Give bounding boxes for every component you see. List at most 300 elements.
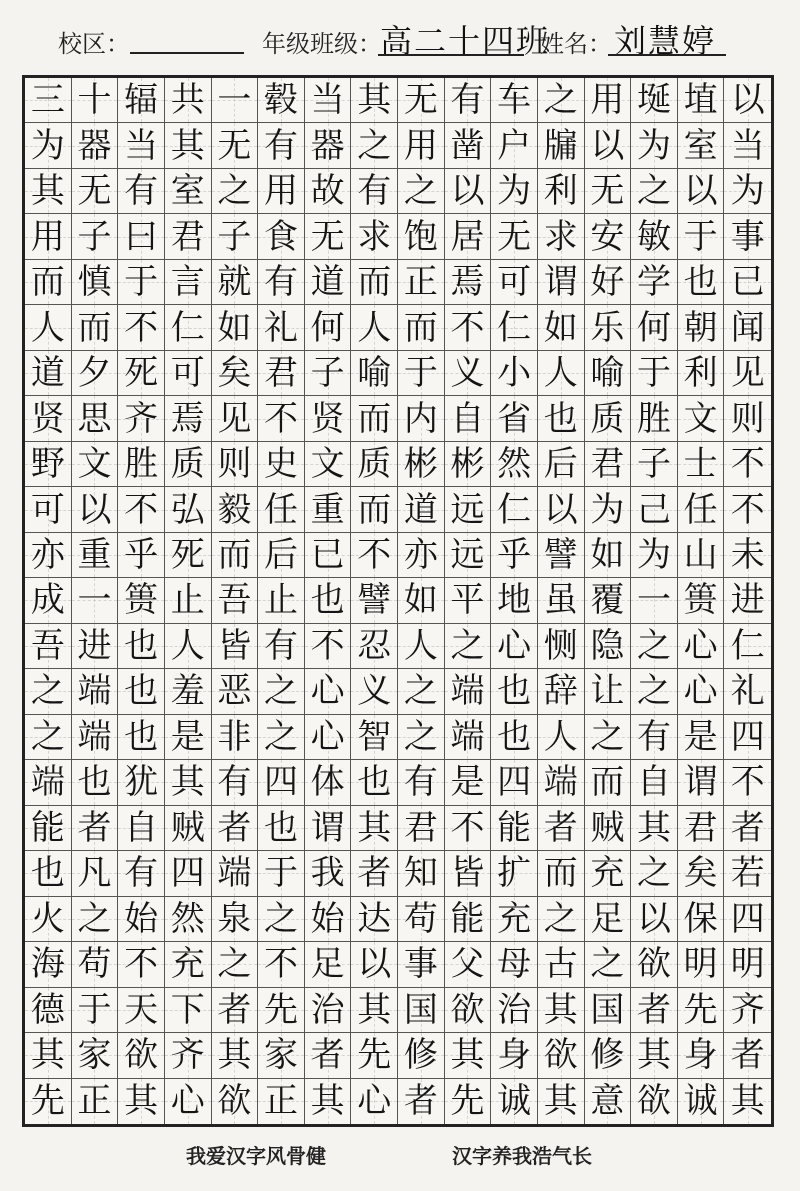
grid-cell — [351, 715, 398, 760]
grid-cell — [678, 214, 725, 259]
grid-cell — [25, 897, 72, 942]
grid-cell — [538, 806, 585, 851]
grid-character: 可 — [30, 489, 65, 530]
grid-character: 喻 — [357, 353, 392, 394]
grid-cell — [724, 760, 771, 805]
grid-character: 无 — [310, 216, 345, 257]
grid-cell — [678, 78, 725, 123]
grid-cell — [585, 669, 632, 714]
grid-cell — [351, 351, 398, 396]
grid-character: 饱 — [403, 216, 438, 257]
grid-cell — [118, 123, 165, 168]
grid-character: 无 — [77, 171, 112, 212]
grid-cell — [118, 578, 165, 623]
grid-character: 先 — [30, 1081, 65, 1122]
grid-cell — [165, 760, 212, 805]
grid-character: 道 — [403, 489, 438, 530]
grid-character: 是 — [683, 716, 718, 757]
grid-cell — [258, 942, 305, 987]
grid-cell — [118, 806, 165, 851]
grid-cell — [25, 988, 72, 1033]
grid-character: 止 — [263, 580, 298, 621]
grid-cell — [72, 851, 119, 896]
grid-character: 是 — [450, 762, 485, 803]
grid-cell — [165, 942, 212, 987]
grid-character: 心 — [170, 1081, 205, 1122]
grid-character: 有 — [263, 262, 298, 303]
grid-cell — [585, 305, 632, 350]
grid-character: 而 — [543, 853, 578, 894]
grid-cell — [724, 1079, 771, 1124]
grid-cell — [398, 624, 445, 669]
grid-character: 为 — [497, 171, 532, 212]
grid-character: 于 — [403, 353, 438, 394]
grid-cell — [212, 78, 259, 123]
grid-cell — [165, 123, 212, 168]
grid-character: 贤 — [30, 398, 65, 439]
grid-cell — [258, 78, 305, 123]
grid-cell — [118, 1079, 165, 1124]
grid-cell — [165, 396, 212, 441]
grid-character: 其 — [170, 762, 205, 803]
grid-character: 也 — [263, 807, 298, 848]
grid-character: 敏 — [636, 216, 671, 257]
grid-character: 闻 — [730, 307, 765, 348]
grid-character: 无 — [497, 216, 532, 257]
grid-cell — [118, 624, 165, 669]
grid-character: 不 — [730, 444, 765, 485]
grid-character: 用 — [263, 171, 298, 212]
grid-character: 一 — [77, 580, 112, 621]
grid-cell — [118, 78, 165, 123]
grid-cell — [678, 624, 725, 669]
grid-character: 而 — [77, 307, 112, 348]
grid-cell — [445, 442, 492, 487]
grid-character: 室 — [170, 171, 205, 212]
grid-character: 于 — [77, 989, 112, 1030]
grid-cell — [212, 851, 259, 896]
grid-character: 于 — [683, 216, 718, 257]
grid-cell — [445, 487, 492, 532]
grid-cell — [398, 715, 445, 760]
grid-character: 其 — [30, 1035, 65, 1076]
grid-character: 也 — [30, 853, 65, 894]
grid-cell — [538, 760, 585, 805]
grid-character: 彬 — [403, 444, 438, 485]
grid-cell — [585, 123, 632, 168]
grid-cell — [118, 533, 165, 578]
grid-cell — [585, 897, 632, 942]
grid-cell — [445, 396, 492, 441]
grid-cell — [25, 260, 72, 305]
grid-cell — [25, 1079, 72, 1124]
grid-cell — [305, 942, 352, 987]
grid-cell — [351, 624, 398, 669]
name-field[interactable] — [608, 54, 726, 56]
grid-cell — [678, 851, 725, 896]
grid-cell — [631, 78, 678, 123]
grid-cell — [445, 305, 492, 350]
grid-cell — [398, 351, 445, 396]
grid-character: 凿 — [450, 125, 485, 166]
grid-cell — [305, 78, 352, 123]
grid-character: 用 — [403, 125, 438, 166]
grid-character: 齐 — [730, 989, 765, 1030]
grid-cell — [678, 123, 725, 168]
grid-cell — [491, 351, 538, 396]
grid-cell — [678, 1033, 725, 1078]
grid-character: 身 — [683, 1035, 718, 1076]
grid-cell — [118, 851, 165, 896]
grid-cell — [585, 396, 632, 441]
grid-character: 何 — [310, 307, 345, 348]
grid-character: 用 — [30, 216, 65, 257]
grid-cell — [585, 442, 632, 487]
grid-cell — [631, 442, 678, 487]
grid-character: 如 — [543, 307, 578, 348]
grid-cell — [258, 442, 305, 487]
grid-character: 让 — [590, 671, 625, 712]
grid-character: 可 — [497, 262, 532, 303]
grade-class-label: 年级班级： — [262, 30, 382, 58]
grid-cell — [398, 442, 445, 487]
grid-cell — [72, 169, 119, 214]
grid-character: 言 — [170, 262, 205, 303]
grid-cell — [212, 396, 259, 441]
grid-cell — [724, 578, 771, 623]
grid-character: 者 — [730, 1035, 765, 1076]
grid-character: 之 — [636, 625, 671, 666]
grid-cell — [351, 897, 398, 942]
grid-cell — [258, 624, 305, 669]
grid-cell — [165, 533, 212, 578]
grid-character: 有 — [450, 80, 485, 121]
grid-character: 皆 — [217, 625, 252, 666]
grid-cell — [538, 942, 585, 987]
grid-cell — [724, 351, 771, 396]
grid-cell — [72, 760, 119, 805]
grid-character: 心 — [683, 625, 718, 666]
grid-cell — [631, 260, 678, 305]
grid-character: 文 — [77, 444, 112, 485]
grid-character: 明 — [683, 944, 718, 985]
grid-cell — [72, 487, 119, 532]
grid-character: 其 — [357, 807, 392, 848]
grid-character: 海 — [30, 944, 65, 985]
grid-character: 不 — [124, 944, 159, 985]
grid-character: 其 — [636, 807, 671, 848]
grid-character: 者 — [636, 989, 671, 1030]
grid-cell — [118, 487, 165, 532]
grid-cell — [25, 442, 72, 487]
grid-character: 止 — [170, 580, 205, 621]
grid-cell — [258, 578, 305, 623]
grid-cell — [724, 851, 771, 896]
grid-character: 谓 — [543, 262, 578, 303]
grid-cell — [305, 578, 352, 623]
grid-cell — [212, 715, 259, 760]
grid-cell — [585, 760, 632, 805]
grid-cell — [491, 578, 538, 623]
grid-character: 器 — [310, 125, 345, 166]
grid-cell — [724, 214, 771, 259]
grid-cell — [118, 442, 165, 487]
grid-character: 者 — [543, 807, 578, 848]
grid-cell — [538, 442, 585, 487]
grid-cell — [631, 487, 678, 532]
grid-cell — [351, 442, 398, 487]
grid-cell — [398, 396, 445, 441]
grid-character: 苟 — [77, 944, 112, 985]
grid-cell — [212, 624, 259, 669]
grid-cell — [305, 624, 352, 669]
grid-character: 自 — [636, 762, 671, 803]
grid-character: 未 — [730, 535, 765, 576]
grid-character: 已 — [310, 535, 345, 576]
grid-character: 非 — [217, 716, 252, 757]
grid-character: 先 — [450, 1081, 485, 1122]
grid-cell — [445, 260, 492, 305]
grid-character: 其 — [217, 1035, 252, 1076]
grid-cell — [165, 715, 212, 760]
grid-character: 于 — [124, 262, 159, 303]
grid-cell — [585, 351, 632, 396]
grid-cell — [212, 897, 259, 942]
grid-character: 其 — [357, 80, 392, 121]
grid-character: 而 — [217, 535, 252, 576]
grid-character: 仁 — [170, 307, 205, 348]
grid-cell — [724, 715, 771, 760]
grid-cell — [165, 442, 212, 487]
grid-character: 诚 — [497, 1081, 532, 1122]
grid-character: 贼 — [170, 807, 205, 848]
grid-character: 见 — [730, 353, 765, 394]
grid-character: 以 — [543, 489, 578, 530]
grid-cell — [445, 169, 492, 214]
grid-character: 家 — [77, 1035, 112, 1076]
grid-character: 欲 — [636, 944, 671, 985]
grid-character: 智 — [357, 716, 392, 757]
grid-cell — [398, 260, 445, 305]
grid-cell — [351, 169, 398, 214]
character-grid — [25, 78, 771, 1124]
grid-character: 矣 — [217, 353, 252, 394]
grid-cell — [631, 1079, 678, 1124]
grid-character: 内 — [403, 398, 438, 439]
grid-character: 如 — [217, 307, 252, 348]
grid-cell — [445, 760, 492, 805]
grid-character: 礼 — [263, 307, 298, 348]
grid-cell — [25, 396, 72, 441]
grid-cell — [631, 624, 678, 669]
grid-character: 我 — [310, 853, 345, 894]
grid-cell — [491, 487, 538, 532]
grid-cell — [678, 396, 725, 441]
grid-cell — [398, 942, 445, 987]
grid-character: 正 — [403, 262, 438, 303]
grid-cell — [25, 578, 72, 623]
grid-character: 用 — [590, 80, 625, 121]
grid-character: 矣 — [683, 853, 718, 894]
grid-cell — [351, 942, 398, 987]
grid-cell — [305, 806, 352, 851]
grid-cell — [258, 669, 305, 714]
grid-cell — [25, 624, 72, 669]
grid-character: 于 — [636, 353, 671, 394]
grid-cell — [724, 669, 771, 714]
grid-character: 之 — [403, 671, 438, 712]
grid-character: 安 — [590, 216, 625, 257]
grid-character: 毂 — [263, 80, 298, 121]
grid-cell — [212, 487, 259, 532]
grid-cell — [398, 669, 445, 714]
grid-character: 士 — [683, 444, 718, 485]
grid-cell — [491, 533, 538, 578]
grid-cell — [491, 442, 538, 487]
grid-cell — [491, 851, 538, 896]
grid-character: 知 — [403, 853, 438, 894]
grid-cell — [491, 305, 538, 350]
grid-cell — [212, 988, 259, 1033]
grid-cell — [118, 305, 165, 350]
grid-cell — [72, 1033, 119, 1078]
grid-character: 道 — [310, 262, 345, 303]
grid-cell — [351, 669, 398, 714]
grid-character: 泉 — [217, 898, 252, 939]
grid-character: 不 — [124, 307, 159, 348]
grid-cell — [212, 760, 259, 805]
grid-character: 能 — [497, 807, 532, 848]
grid-character: 一 — [217, 80, 252, 121]
grid-character: 端 — [77, 671, 112, 712]
grid-character: 于 — [263, 853, 298, 894]
grid-cell — [351, 806, 398, 851]
grid-cell — [72, 260, 119, 305]
grid-character: 省 — [497, 398, 532, 439]
grid-character: 以 — [683, 171, 718, 212]
grid-cell — [398, 851, 445, 896]
grid-cell — [724, 806, 771, 851]
grid-character: 为 — [590, 489, 625, 530]
grid-cell — [118, 669, 165, 714]
grid-character: 以 — [77, 489, 112, 530]
grid-cell — [72, 351, 119, 396]
grid-character: 如 — [590, 535, 625, 576]
grid-character: 之 — [263, 671, 298, 712]
grid-cell — [118, 260, 165, 305]
grid-character: 当 — [730, 125, 765, 166]
grid-character: 无 — [403, 80, 438, 121]
grid-character: 户 — [497, 125, 532, 166]
grid-character: 也 — [310, 580, 345, 621]
grid-character: 君 — [683, 807, 718, 848]
grid-cell — [538, 396, 585, 441]
grid-cell — [445, 988, 492, 1033]
grid-cell — [538, 351, 585, 396]
grid-cell — [631, 806, 678, 851]
grid-character: 端 — [543, 762, 578, 803]
grid-cell — [538, 1033, 585, 1078]
grid-cell — [585, 851, 632, 896]
grid-cell — [398, 578, 445, 623]
grid-cell — [72, 897, 119, 942]
grid-character: 则 — [730, 398, 765, 439]
grid-cell — [724, 988, 771, 1033]
grid-character: 无 — [590, 171, 625, 212]
grid-character: 也 — [497, 716, 532, 757]
grade-class-field[interactable] — [378, 54, 524, 56]
grid-cell — [724, 624, 771, 669]
grid-cell — [258, 851, 305, 896]
grid-cell — [72, 988, 119, 1033]
grid-character: 利 — [683, 353, 718, 394]
grid-cell — [118, 760, 165, 805]
grid-cell — [445, 123, 492, 168]
grid-character: 毅 — [217, 489, 252, 530]
grid-cell — [118, 988, 165, 1033]
grid-cell — [212, 169, 259, 214]
grid-character: 四 — [170, 853, 205, 894]
grid-cell — [72, 123, 119, 168]
grid-character: 也 — [124, 671, 159, 712]
grid-character: 正 — [263, 1081, 298, 1122]
grid-character: 四 — [263, 762, 298, 803]
grid-character: 求 — [357, 216, 392, 257]
grid-character: 重 — [310, 489, 345, 530]
grid-character: 达 — [357, 898, 392, 939]
grid-cell — [538, 897, 585, 942]
grid-character: 端 — [450, 716, 485, 757]
grid-cell — [25, 123, 72, 168]
campus-field[interactable] — [130, 52, 244, 54]
grid-cell — [351, 578, 398, 623]
grid-character: 意 — [590, 1081, 625, 1122]
grid-character: 共 — [170, 80, 205, 121]
grid-cell — [678, 169, 725, 214]
grid-character: 而 — [403, 307, 438, 348]
grid-character: 弘 — [170, 489, 205, 530]
grid-cell — [445, 897, 492, 942]
grid-character: 史 — [263, 444, 298, 485]
grid-cell — [445, 942, 492, 987]
grid-character: 之 — [357, 125, 392, 166]
grid-cell — [258, 351, 305, 396]
grid-cell — [491, 760, 538, 805]
grid-character: 也 — [497, 671, 532, 712]
grid-character: 苟 — [403, 898, 438, 939]
header — [0, 0, 800, 70]
grid-character: 足 — [590, 898, 625, 939]
grid-cell — [25, 669, 72, 714]
grid-character: 有 — [403, 762, 438, 803]
grid-cell — [25, 487, 72, 532]
grid-cell — [25, 942, 72, 987]
grid-character: 之 — [30, 671, 65, 712]
grid-character: 人 — [30, 307, 65, 348]
grid-character: 端 — [217, 853, 252, 894]
grid-cell — [258, 214, 305, 259]
grid-cell — [631, 123, 678, 168]
grid-character: 进 — [730, 580, 765, 621]
grid-character: 父 — [450, 944, 485, 985]
grid-cell — [538, 169, 585, 214]
grid-cell — [72, 806, 119, 851]
grid-cell — [258, 260, 305, 305]
grid-character: 者 — [77, 807, 112, 848]
grid-character: 不 — [450, 807, 485, 848]
grid-character: 其 — [30, 171, 65, 212]
grid-character: 其 — [730, 1081, 765, 1122]
